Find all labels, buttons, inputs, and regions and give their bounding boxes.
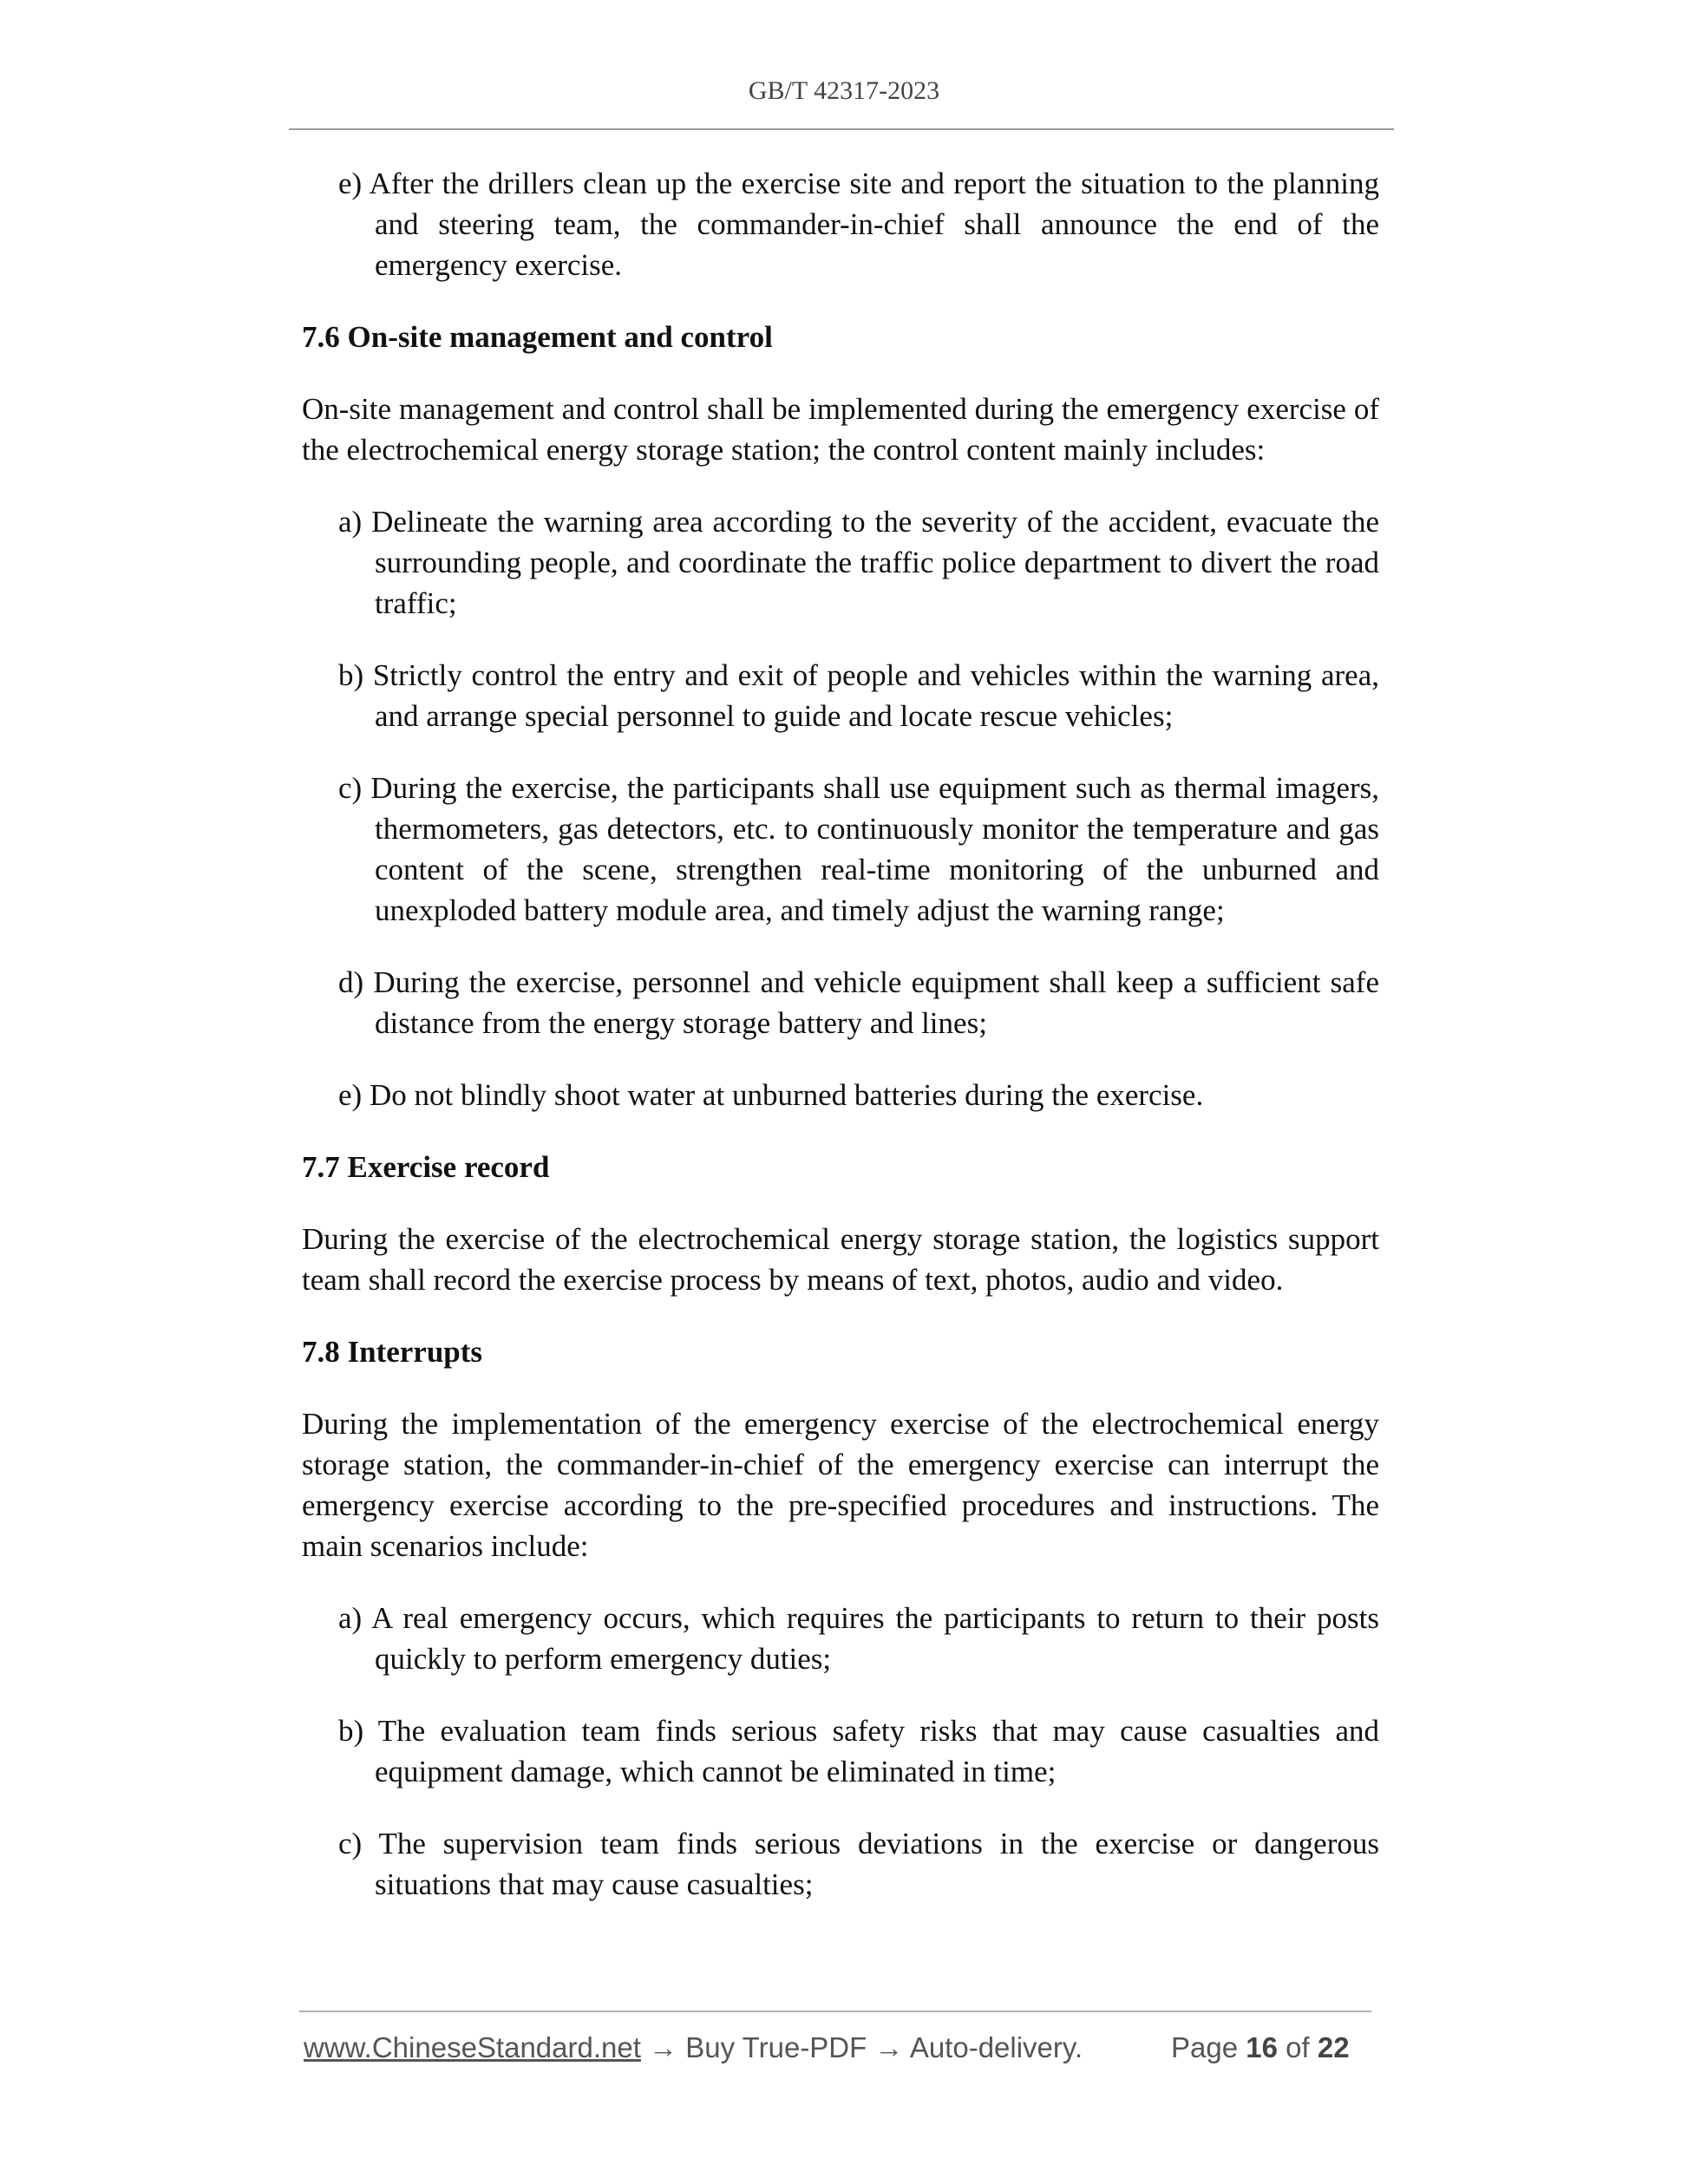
document-code-header: GB/T 42317-2023 xyxy=(748,76,940,105)
section-heading-7-8: 7.8 Interrupts xyxy=(302,1335,483,1369)
page-of: of xyxy=(1286,2031,1310,2063)
website-link[interactable]: www.ChineseStandard.net xyxy=(304,2031,641,2063)
list-item: c) The supervision team finds serious deviations in the exercise or dangerous situations that may cause casualties; xyxy=(338,1827,1379,1901)
section-heading-7-6: 7.6 On-site management and control xyxy=(302,320,773,354)
header-divider xyxy=(289,128,1394,130)
footer-promo xyxy=(304,2031,1083,2064)
list-item: a) A real emergency occurs, which requires the participants to return to their posts quickly to perform emergency duties; xyxy=(338,1601,1379,1676)
list-item: e) After the drillers clean up the exercise site and report the situation to the planning and steering team, the commander-in-chief shall announce the end of the emergency exercise. xyxy=(338,167,1379,282)
page-total: 22 xyxy=(1317,2031,1350,2063)
list-item: b) The evaluation team finds serious safety risks that may cause casualties and equipment damage, which cannot be eliminated in time; xyxy=(338,1714,1379,1788)
document-body xyxy=(302,163,1379,1936)
list-item: b) Strictly control the entry and exit of people and vehicles within the warning area, and arrange special personnel to guide and locate rescue vehicles; xyxy=(338,658,1379,733)
list-item: a) Delineate the warning area according to the severity of the accident, evacuate the surrounding people, and coordinate the traffic police department to divert the road traffic; xyxy=(338,505,1379,620)
footer-divider xyxy=(299,2011,1371,2012)
footer-tagline: → Buy True-PDF → Auto-delivery. xyxy=(640,2031,1083,2063)
section-heading-7-7: 7.7 Exercise record xyxy=(302,1150,550,1184)
list-item: c) During the exercise, the participants shall use equipment such as thermal imagers, thermometers, gas detectors, etc. to continuously monitor the temperature and gas content of the scene, strengthen real-time monitoring of the unburned and unexploded battery module area, and timely adjust the warning range; xyxy=(338,771,1379,927)
list-item: d) During the exercise, personnel and vehicle equipment shall keep a sufficient safe distance from the energy storage battery and lines; xyxy=(338,965,1379,1040)
page-current: 16 xyxy=(1246,2031,1278,2063)
section-7-7-body: During the exercise of the electrochemical energy storage station, the logistics support team shall record the exercise process by means of text, photos, audio and video. xyxy=(302,1222,1379,1297)
page-label: Page xyxy=(1171,2031,1239,2063)
page-indicator xyxy=(1171,2031,1350,2064)
list-item: e) Do not blindly shoot water at unburned batteries during the exercise. xyxy=(338,1078,1204,1112)
section-7-6-intro: On-site management and control shall be implemented during the emergency exercise of the electrochemical energy storage station; the control content mainly includes: xyxy=(302,392,1379,467)
section-7-8-intro: During the implementation of the emergency exercise of the electrochemical energy storage station, the commander-in-chief of the emergency exercise can interrupt the emergency exercise according to the pre-specified procedures and instructions. The main scenarios include: xyxy=(302,1407,1379,1563)
